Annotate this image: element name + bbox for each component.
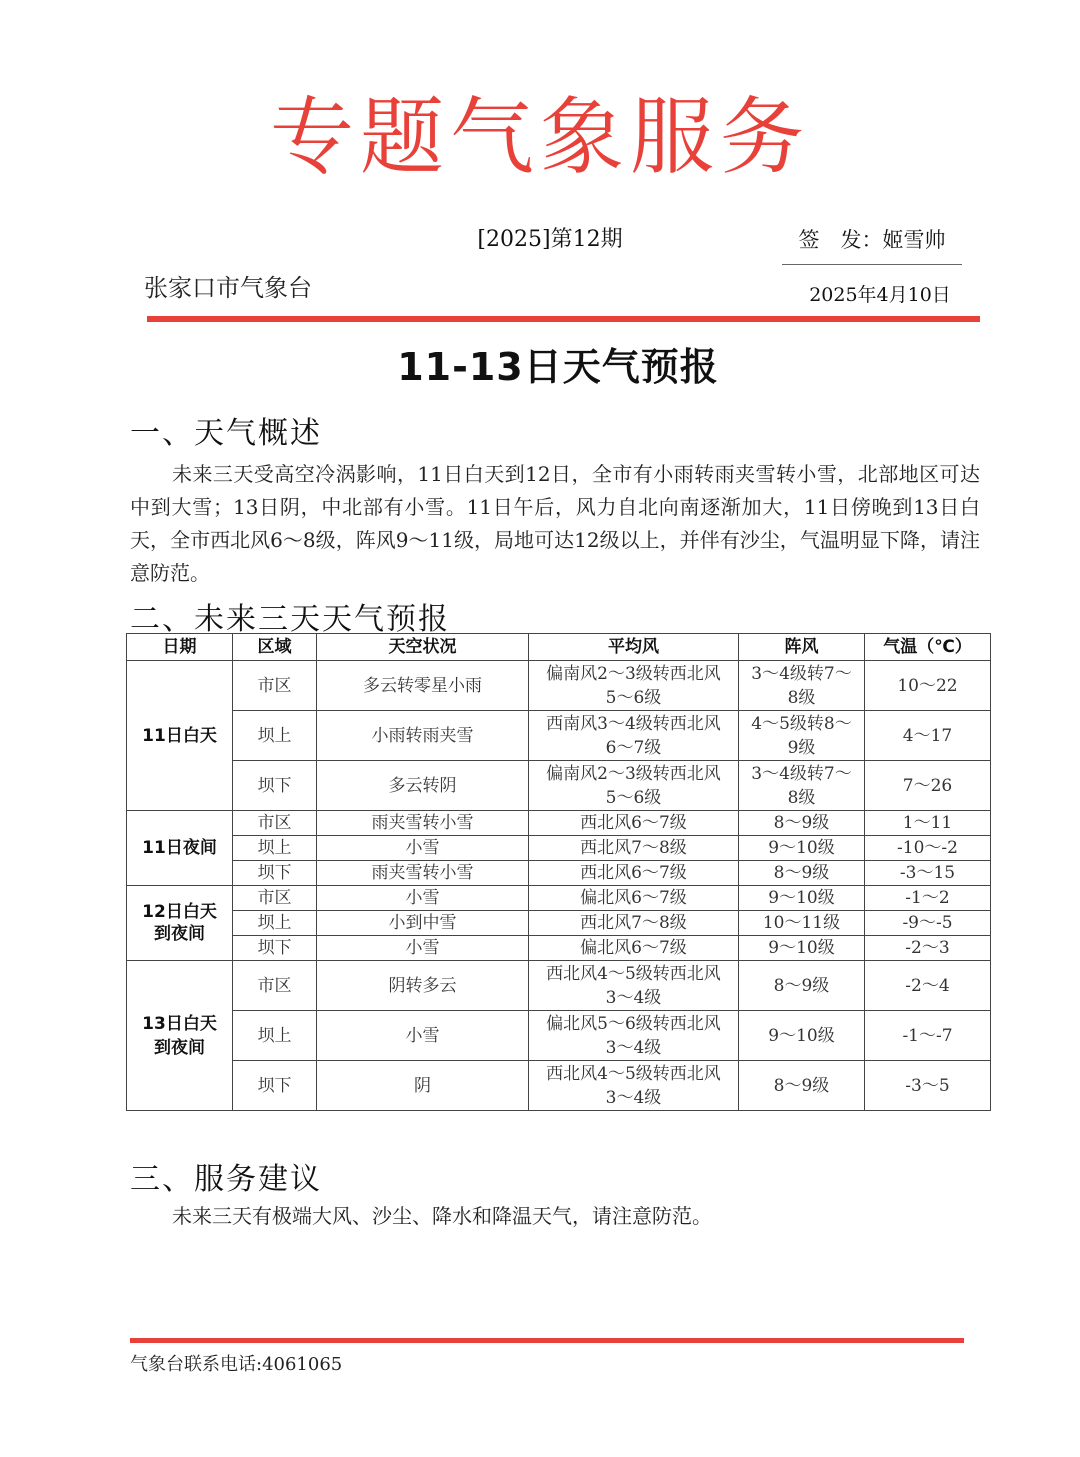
temp-cell: -10～-2: [865, 836, 991, 861]
wind-cell: 西北风4～5级转西北风3～4级: [529, 1061, 739, 1111]
area-cell: 坝下: [233, 761, 317, 811]
temp-cell: 7～26: [865, 761, 991, 811]
gust-cell: 9～10级: [739, 1011, 865, 1061]
sky-cell: 小雪: [317, 1011, 529, 1061]
organization-name: 张家口市气象台: [144, 274, 312, 302]
temp-cell: -9～-5: [865, 911, 991, 936]
sky-cell: 小雪: [317, 886, 529, 911]
temp-cell: -2～3: [865, 936, 991, 961]
gust-cell: 9～10级: [739, 936, 865, 961]
sky-cell: 阴: [317, 1061, 529, 1111]
gust-cell: 8～9级: [739, 1061, 865, 1111]
signer: 签 发：姬雪帅: [798, 228, 946, 252]
temp-cell: 10～22: [865, 661, 991, 711]
table-row: [127, 1011, 991, 1061]
wind-cell: 西北风6～7级: [529, 861, 739, 886]
period-cell: 11日白天: [127, 661, 233, 811]
table-row: [127, 761, 991, 811]
section2-heading: 二、未来三天天气预报: [130, 602, 450, 637]
temp-cell: -2～4: [865, 961, 991, 1011]
sky-cell: 雨夹雪转小雪: [317, 811, 529, 836]
area-cell: 坝下: [233, 1061, 317, 1111]
gust-cell: 8～9级: [739, 961, 865, 1011]
header-sky: 天空状况: [317, 634, 529, 661]
area-cell: 坝上: [233, 911, 317, 936]
table-row: [127, 1061, 991, 1111]
wind-cell: 偏南风2～3级转西北风5～6级: [529, 761, 739, 811]
gust-cell: 9～10级: [739, 886, 865, 911]
header-date: 日期: [127, 634, 233, 661]
table-row: [127, 811, 991, 836]
gust-cell: 10～11级: [739, 911, 865, 936]
area-cell: 市区: [233, 886, 317, 911]
section1-paragraph: 未来三天受高空冷涡影响，11日白天到12日，全市有小雨转雨夹雪转小雪，北部地区可达中到大雪；13日阴，中北部有小雪。11日午后，风力自北向南逐渐加大，11日傍晚到13日白天，全市西北风6～8级，阵风9～11级，局地可达12级以上，并伴有沙尘，气温明显下降，请注意防范。: [130, 462, 980, 585]
gust-cell: 8～9级: [739, 861, 865, 886]
masthead-title: 专题气象服务: [269, 88, 810, 186]
advice-text: 未来三天有极端大风、沙尘、降水和降温天气，请注意防范。: [172, 1204, 712, 1228]
gust-cell: 4～5级转8～9级: [739, 711, 865, 761]
wind-cell: 西北风7～8级: [529, 911, 739, 936]
table-row: [127, 961, 991, 1011]
area-cell: 坝上: [233, 711, 317, 761]
wind-cell: 偏北风6～7级: [529, 886, 739, 911]
table-row: [127, 711, 991, 761]
header-area: 区域: [233, 634, 317, 661]
temp-cell: -1～2: [865, 886, 991, 911]
wind-cell: 偏南风2～3级转西北风5～6级: [529, 661, 739, 711]
gust-cell: 9～10级: [739, 836, 865, 861]
sky-cell: 阴转多云: [317, 961, 529, 1011]
section1-heading: 一、天气概述: [130, 416, 322, 451]
sky-cell: 多云转零星小雨: [317, 661, 529, 711]
table-row: [127, 936, 991, 961]
temp-cell: -1～-7: [865, 1011, 991, 1061]
forecast-table: [126, 633, 991, 1111]
sky-cell: 小雨转雨夹雪: [317, 711, 529, 761]
area-cell: 坝上: [233, 836, 317, 861]
header-gust: 阵风: [739, 634, 865, 661]
wind-cell: 西北风7～8级: [529, 836, 739, 861]
gust-cell: 3～4级转7～8级: [739, 661, 865, 711]
wind-cell: 西北风6～7级: [529, 811, 739, 836]
gust-cell: 3～4级转7～8级: [739, 761, 865, 811]
header-avg-wind: 平均风: [529, 634, 739, 661]
period-cell: 12日白天到夜间: [127, 886, 233, 961]
footer-divider: [130, 1338, 964, 1343]
area-cell: 市区: [233, 961, 317, 1011]
area-cell: 坝上: [233, 1011, 317, 1061]
area-cell: 坝下: [233, 861, 317, 886]
section3-heading: 三、服务建议: [130, 1162, 322, 1197]
sky-cell: 小雪: [317, 936, 529, 961]
header-temperature: 气温（℃）: [865, 634, 991, 661]
sky-cell: 雨夹雪转小雪: [317, 861, 529, 886]
gust-cell: 8～9级: [739, 811, 865, 836]
temp-cell: 4～17: [865, 711, 991, 761]
table-header-row: [127, 634, 991, 661]
table-row: [127, 836, 991, 861]
area-cell: 市区: [233, 811, 317, 836]
wind-cell: 西北风4～5级转西北风3～4级: [529, 961, 739, 1011]
wind-cell: 偏北风6～7级: [529, 936, 739, 961]
period-cell: 13日白天到夜间: [127, 961, 233, 1111]
wind-cell: 偏北风5～6级转西北风3～4级: [529, 1011, 739, 1061]
issue-date: 2025年4月10日: [809, 284, 951, 306]
table-row: [127, 661, 991, 711]
table-row: [127, 911, 991, 936]
wind-cell: 西南风3～4级转西北风6～7级: [529, 711, 739, 761]
area-cell: 坝下: [233, 936, 317, 961]
contact-phone: 气象台联系电话:4061065: [130, 1354, 343, 1375]
table-row: [127, 861, 991, 886]
period-cell: 11日夜间: [127, 811, 233, 886]
temp-cell: -3～15: [865, 861, 991, 886]
header-divider: [147, 316, 980, 322]
temp-cell: -3～5: [865, 1061, 991, 1111]
issue-number: [2025]第12期: [477, 227, 623, 252]
table-row: [127, 886, 991, 911]
sky-cell: 小到中雪: [317, 911, 529, 936]
temp-cell: 1～11: [865, 811, 991, 836]
signer-underline: [782, 264, 962, 265]
sky-cell: 多云转阴: [317, 761, 529, 811]
document-title: 11-13日天气预报: [397, 345, 719, 389]
area-cell: 市区: [233, 661, 317, 711]
sky-cell: 小雪: [317, 836, 529, 861]
